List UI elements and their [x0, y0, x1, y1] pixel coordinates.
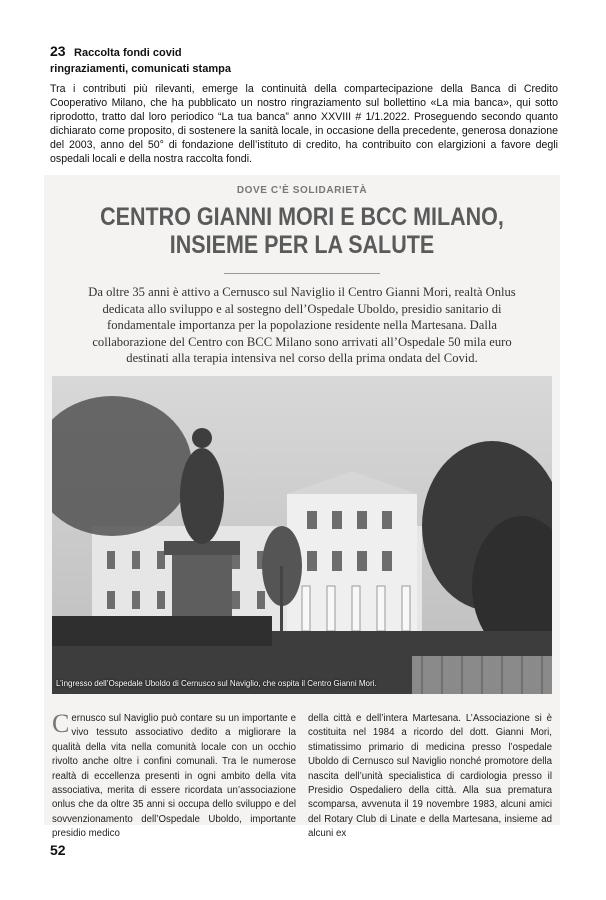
scanned-article	[44, 175, 560, 840]
article-kicker: DOVE C’È SOLIDARIETÀ	[236, 185, 368, 196]
article-title-line2: INSIEME PER LA SALUTE	[169, 231, 435, 259]
chapter-subtitle: ringraziamenti, comunicati stampa	[50, 63, 231, 75]
chapter-title: Raccolta fondi covid	[74, 47, 182, 59]
article-lede: Da oltre 35 anni è attivo a Cernusco sul Naviglio il Centro Gianni Mori, realtà Onlus dedicata allo sviluppo e al sostegno dell’Ospedale Uboldo, presidio sanitario di fondamentale importanza per la popolazione residente nella Martesana. Dalla collaborazione del Centro con BCC Milano sono arrivati all’Ospedale 50 mila euro destinati alla terapia intensiva nel corso della prima ondata del Covid.	[88, 285, 516, 365]
intro-paragraph: Tra i contributi più rilevanti, emerge la continuità della compartecipazione della Banca di Credito Cooperativo Milano, che ha pubblicato un nostro ringraziamento sul bollettino «La mia banca», qui sotto riprodotto, tratto dal loro periodico “La tua banca” anno XXVIII # 1/1.2022. Proseguendo secondo quanto dichiarato come proposito, di sostenere la sanità locale, in occasione della precedente, generosa donazione del 2003, anno del 50° di fondazione dell’istituto di credito, ha contribuito con elargizioni a favore degli ospedali locali e della nostra raccolta fondi.	[50, 83, 558, 165]
page-number: 52	[50, 842, 66, 858]
article-column-1	[52, 709, 296, 842]
article-title-line1: CENTRO GIANNI MORI E BCC MILANO,	[100, 203, 504, 231]
article-title	[80, 203, 524, 259]
title-divider	[224, 273, 380, 274]
page-header	[50, 43, 231, 75]
photo-caption: L’ingresso dell’Ospedale Uboldo di Cernusco sul Naviglio, che ospita il Centro Gianni Mori.	[56, 679, 377, 688]
article-column-2: della città e dell’intera Martesana. L’Associazione si è costituita nel 1984 a ricordo del dott. Gianni Mori, stimatissimo primario di medicina presso l’ospedale Uboldo di Cernusco sul Naviglio nonché promotore della nascita dell’unità specialistica di cardiologia presso il Presidio Ospedaliero della città. Alla sua prematura scomparsa, avvenuta il 19 novembre 1983, alcuni amici del Rotary Club di Linate e della Martesana, insieme ad alcuni ex	[308, 713, 552, 840]
hospital-photo	[52, 376, 552, 694]
chapter-number: 23	[50, 43, 66, 59]
hospital-photo-illustration	[52, 376, 552, 694]
article-column-1-text: ernusco sul Naviglio può contare su un importante e vivo tessuto associativo dedito a migliorare la qualità della vita nella comunità locale con un occhio rivolto anche oltre i confini comunali. Tra le numerose realtà di eccellenza presenti in ogni ambito della vita associativa, merita di essere ricordata un’associazione onlus che da oltre 35 anni si occupa dello sviluppo e del sovvenzionamento dell’Ospedale Uboldo, importante presidio medico	[52, 713, 296, 840]
drop-cap: C	[52, 709, 70, 738]
